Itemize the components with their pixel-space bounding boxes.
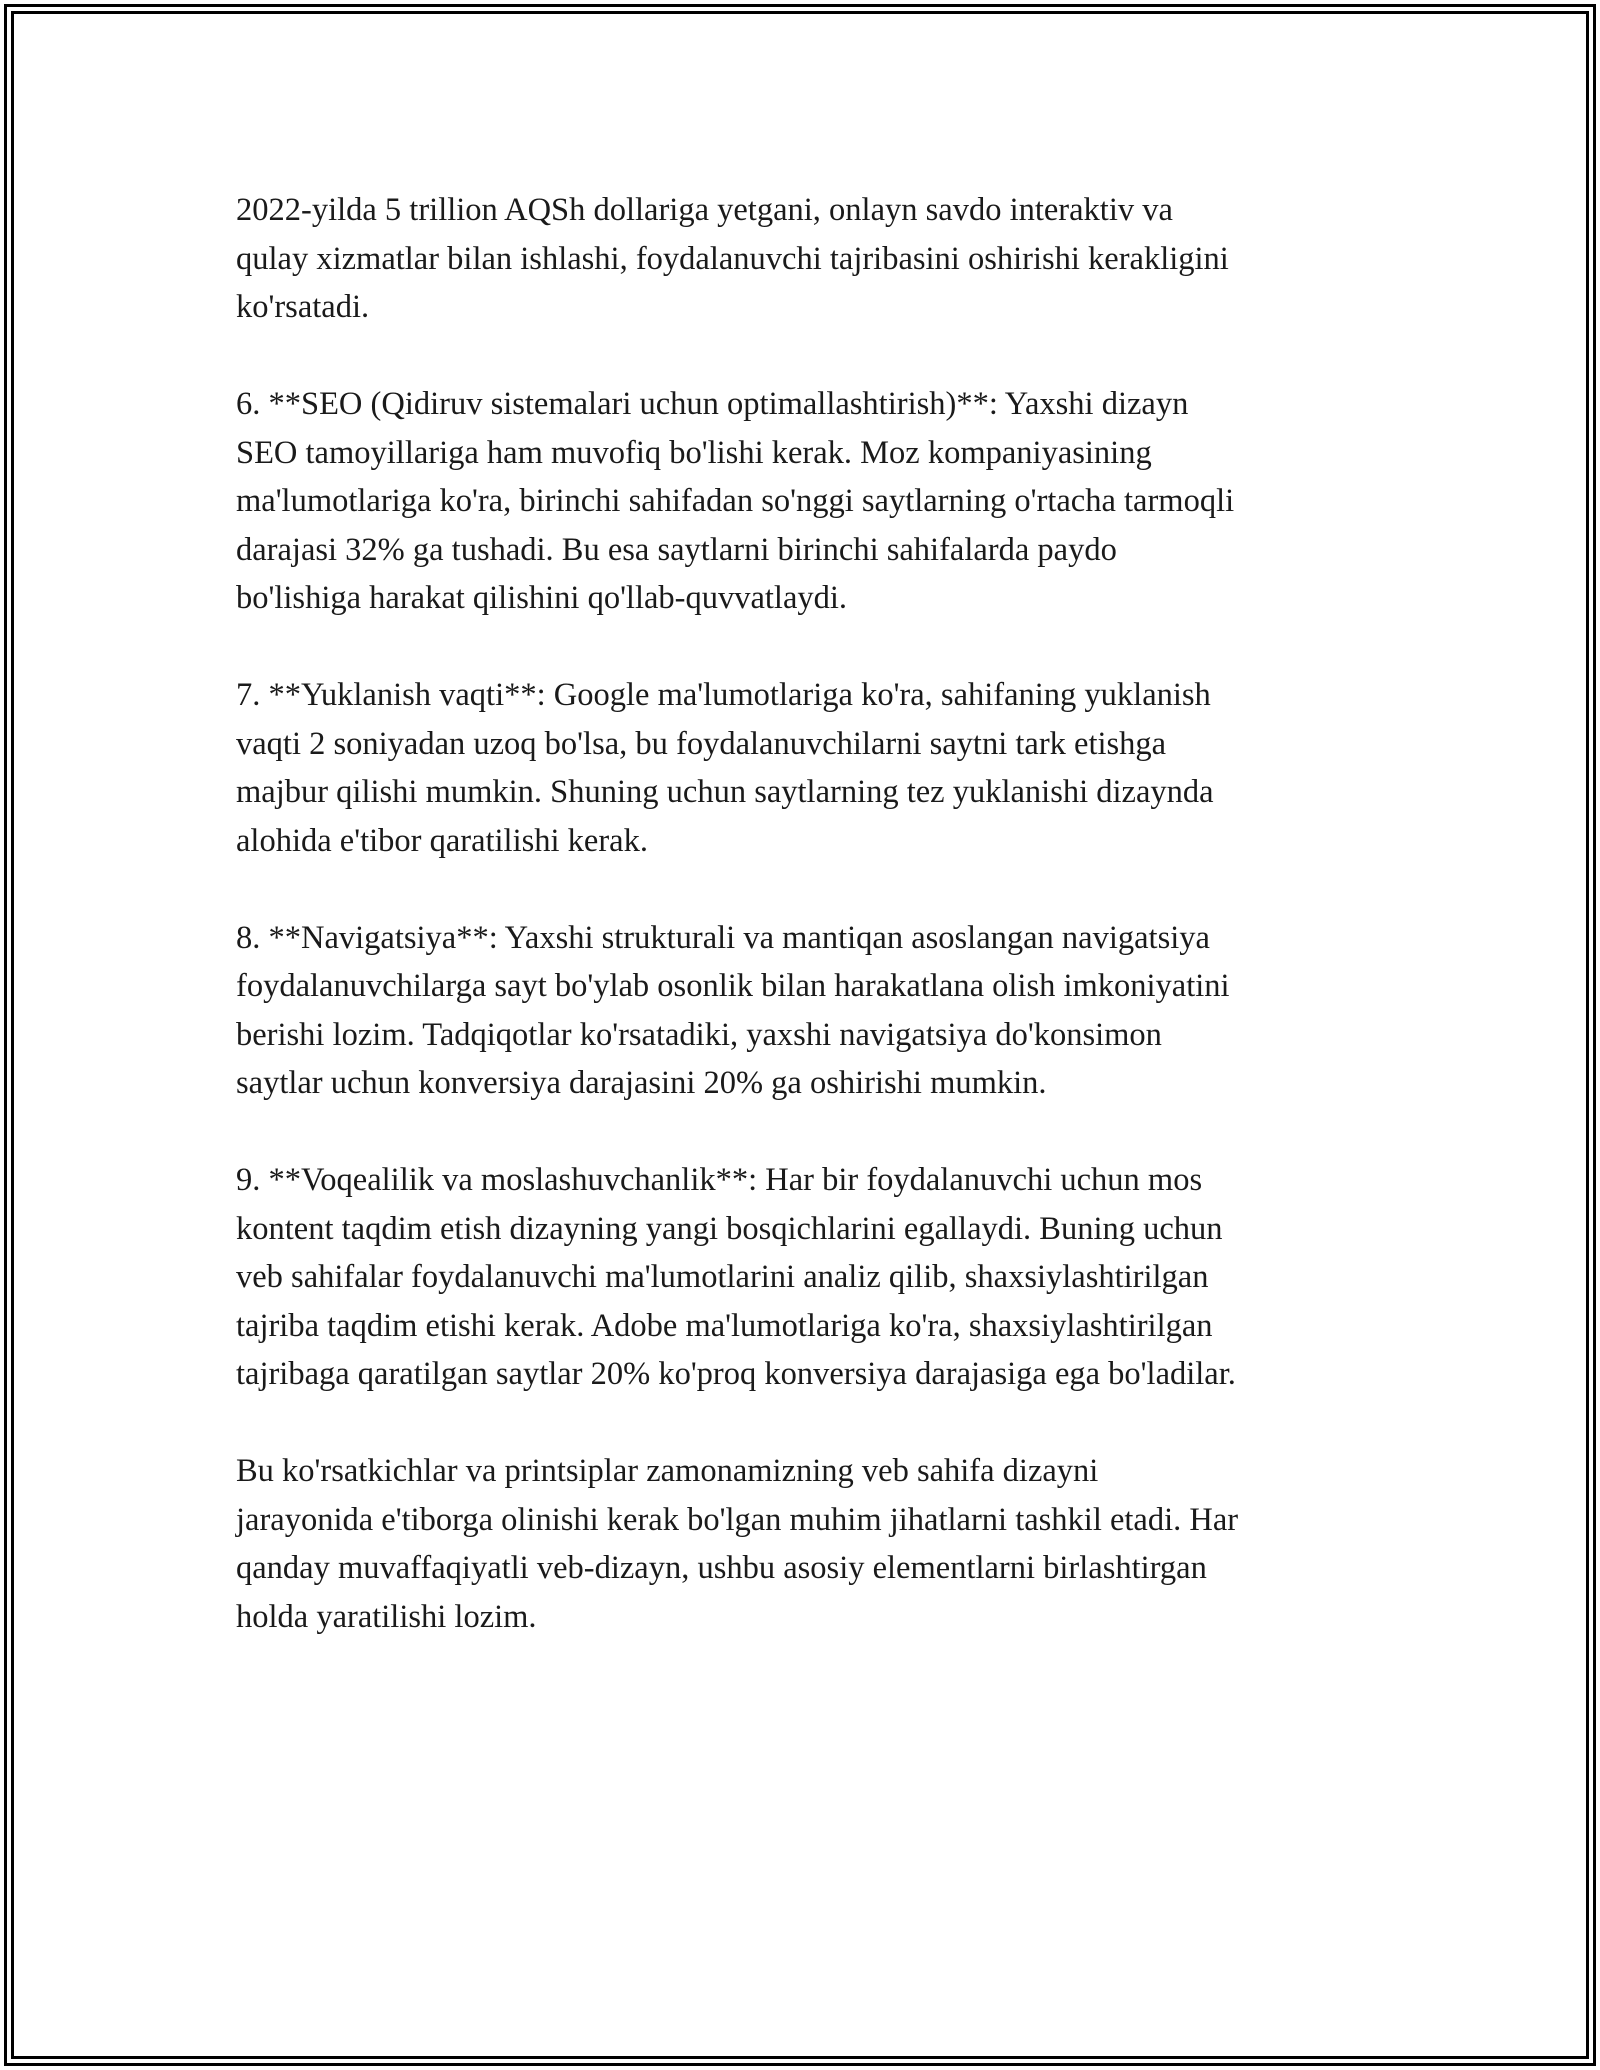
paragraph-conclusion: Bu ko'rsatkichlar va printsiplar zamonamizning veb sahifa dizayni jarayonida e'tiborga olinishi kerak bo'lgan muhim jihatlarni tashkil etadi. Har qanday muvaffaqiyatli veb-dizayn, ushbu asosiy elementlarni birlashtirgan holda yaratilishi lozim. [236,1453,1239,1635]
paragraph-load-time: 7. **Yuklanish vaqti**: Google ma'lumotlariga ko'ra, sahifaning yuklanish vaqti 2 soniyadan uzoq bo'lsa, bu foydalanuvchilarni saytni tark etishga majbur qilishi mumkin. Shuning uchun saytlarning tez yuklanishi dizaynda alohida e'tibor qaratilishi kerak. [236,677,1214,859]
paragraph-personalization: 9. **Voqealilik va moslashuvchanlik**: Har bir foydalanuvchi uchun mos kontent taqdim etish dizayning yangi bosqichlarini egallaydi. Buning uchun veb sahifalar foydalanuvchi ma'lumotlarini analiz qilib, shaxsiylashtirilgan tajriba taqdim etishi kerak. Adobe ma'lumotlariga ko'ra, shaxsiylashtirilgan tajribaga qaratilgan saytlar 20% ko'proq konversiya darajasiga ega bo'ladilar. [236,1162,1236,1392]
paragraph-navigation: 8. **Navigatsiya**: Yaxshi strukturali va mantiqan asoslangan navigatsiya foydalanuvchilarga sayt bo'ylab osonlik bilan harakatlana olish imkoniyatini berishi lozim. Tadqiqotlar ko'rsatadiki, yaxshi navigatsiya do'konsimon saytlar uchun konversiya darajasini 20% ga oshirishi mumkin. [236,919,1230,1101]
document-body [236,186,1376,1690]
paragraph-seo: 6. **SEO (Qidiruv sistemalari uchun optimallashtirish)**: Yaxshi dizayn SEO tamoyillariga ham muvofiq bo'lishi kerak. Moz kompaniyasining ma'lumotlariga ko'ra, birinchi sahifadan so'nggi saytlarning o'rtacha tarmoqli darajasi 32% ga tushadi. Bu esa saytlarni birinchi sahifalarda paydo bo'lishiga harakat qilishini qo'llab-quvvatlaydi. [236,386,1235,616]
paragraph-intro: 2022-yilda 5 trillion AQSh dollariga yetgani, onlayn savdo interaktiv va qulay xizmatlar bilan ishlashi, foydalanuvchi tajribasini oshirishi kerakligini ko'rsatadi. [236,192,1229,325]
